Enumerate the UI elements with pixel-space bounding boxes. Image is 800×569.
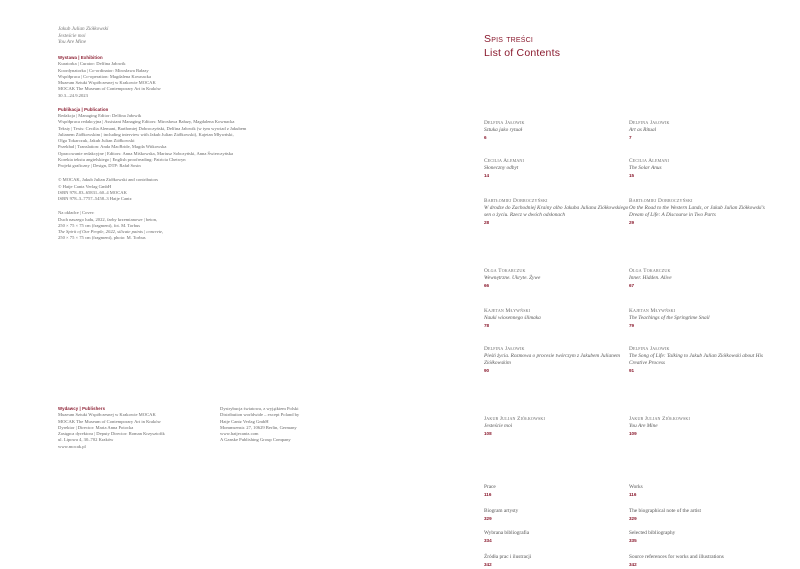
toc-entry[interactable] — [629, 120, 774, 142]
title-en: You Are Mine — [58, 39, 87, 46]
toc-entry[interactable] — [629, 508, 774, 523]
credit-line: Opracowanie redakcyjne | Editors: Anna Miśkowska, Mariusz Sobczyński, Anna Świerczyńska — [58, 150, 234, 156]
toc-author: Delfina Jałowik — [629, 346, 670, 352]
toc-page-number: 91 — [629, 367, 635, 373]
toc-page-number: 342 — [484, 561, 492, 567]
toc-entry[interactable] — [629, 554, 774, 569]
toc-entry[interactable] — [484, 120, 629, 142]
toc-page-number: 342 — [629, 561, 637, 567]
toc-page-number: 90 — [484, 367, 490, 373]
distribution-line: Dystrybucja światowa, z wyjątkiem Polski — [220, 406, 299, 411]
cover-line: Duch naszego ludu, 2022, farby krzemianowe | beton, — [58, 216, 158, 222]
toc-title: W drodze do Zachodniej Krainy albo Jakuba Juliana Ziółkowskiego sen o życiu. Rzecz w dwóch odsłonach — [484, 204, 629, 218]
toc-entry[interactable] — [484, 416, 629, 438]
toc-title: Prace — [484, 484, 496, 490]
toc-page-number: 28 — [484, 219, 490, 225]
toc-entry[interactable] — [484, 508, 629, 523]
publisher-line: ul. Lipowa 4, 30–702 Kraków — [58, 437, 114, 443]
toc-entry[interactable] — [629, 346, 774, 375]
toc-entry[interactable] — [629, 484, 774, 499]
cover-line: 250 × 75 × 75 cm (fragment), fot. M. Torbus — [58, 222, 141, 228]
publishers-title: Wydawcy | Publishers — [58, 406, 106, 411]
toc-title: Sztuka jako rytuał — [484, 126, 523, 133]
toc-author: Bartłomiej Dobroczyński — [629, 198, 693, 204]
toc-title: Works — [629, 484, 643, 490]
toc-author: Olga Tokarczuk — [629, 268, 671, 274]
toc-page-number: 79 — [629, 322, 635, 328]
credit-line: Muzeum Sztuki Współczesnej w Krakowie MOCAK — [58, 80, 156, 86]
toc-page-number: 116 — [629, 491, 637, 497]
toc-entry[interactable] — [484, 554, 629, 569]
toc-title: Źródła prac i ilustracji — [484, 554, 532, 560]
toc-author: Bartłomiej Dobroczyński — [484, 198, 548, 204]
toc-title: Biogram artysty — [484, 508, 519, 514]
publisher-website: www.mocak.pl — [58, 443, 86, 449]
toc-title: Nauki wiosennego ślimaka — [484, 314, 541, 321]
toc-author: Delfina Jałowik — [484, 120, 525, 126]
toc-author: Jakub Julian Ziółkowski — [484, 416, 546, 422]
isbn-line: ISBN 978–3–7757–5458–3 Hatje Cantz — [58, 196, 132, 202]
toc-page-number: 329 — [629, 515, 637, 521]
toc-page-number: 15 — [629, 172, 635, 178]
toc-page-number: 14 — [484, 172, 490, 178]
toc-author: Olga Tokarczuk — [484, 268, 526, 274]
toc-page-number: 334 — [484, 537, 492, 543]
publisher-line: MOCAK The Museum of Contemporary Art in Kraków — [58, 418, 161, 424]
toc-page-number: 7 — [629, 134, 632, 140]
title-pl: Jesteście moi — [58, 32, 86, 39]
credit-line: Współpraca | Co-operation: Magdalena Kownacka — [58, 73, 152, 79]
publishers-col-2 — [220, 406, 370, 450]
cover-line: The Spirit of Our People, 2022, silicate paints | concrete, — [58, 229, 164, 235]
toc-author: Cecilia Alemani — [629, 158, 670, 164]
distribution-line: A Ganske Publishing Group Company — [220, 437, 291, 443]
exhibition-dates: 30.3.–24.9.2023 — [58, 92, 88, 98]
toc-title: The Solar Anus — [629, 164, 662, 171]
toc-entry[interactable] — [484, 268, 629, 290]
toc-title: The Song of Life: Talking to Jakub Julian Ziółkowski about His Creative Process — [629, 352, 763, 366]
toc-heading — [484, 32, 560, 60]
credit-line: Julianem Ziółkowskim | including interview with Jakub Julian Ziółkowski), Kajetan Mływński, — [58, 131, 234, 137]
publishers-col-1 — [58, 412, 208, 450]
credit-line: Przekład | Translation: Anda MacBride, Magda Witkowska — [58, 144, 167, 150]
publishers-block — [58, 406, 388, 450]
copyright-line: © MOCAK, Jakub Julian Ziółkowski and contributors — [58, 177, 159, 183]
toc-page-number: 6 — [484, 134, 487, 140]
toc-entry[interactable] — [484, 530, 629, 545]
credit-line: Olga Tokarczuk, Jakub Julian Ziółkowski — [58, 138, 135, 144]
distribution-line: Hatje Cantz Verlag GmbH — [220, 418, 269, 424]
exhibition-title: Wystawa | Exhibition — [58, 55, 103, 61]
toc-title: Art as Ritual — [629, 126, 657, 133]
artist-name: Jakub Julian Ziółkowski — [58, 26, 109, 32]
toc-title: Wybrana bibliografia — [484, 530, 530, 536]
toc-heading-en: List of Contents — [484, 47, 561, 59]
toc-author: Kajetan Mływński — [629, 308, 676, 314]
distribution-website: www.hatjecantz.com — [220, 431, 259, 436]
publisher-line: Muzeum Sztuki Współczesnej w Krakowie MOCAK — [58, 412, 156, 418]
toc-title: Wewnętrzne. Ukryte. Żywe — [484, 274, 541, 281]
toc-entry[interactable] — [629, 308, 774, 330]
toc-title: The Teachings of the Springtime Snail — [629, 314, 710, 321]
toc-title: Selected bibliography — [629, 530, 676, 536]
toc-page-number: 29 — [629, 219, 635, 225]
toc-author: Kajetan Mływński — [484, 308, 531, 314]
toc-entry[interactable] — [484, 198, 629, 227]
toc-entry[interactable] — [484, 308, 629, 330]
toc-author: Jakub Julian Ziółkowski — [629, 416, 691, 422]
exhibition-block — [58, 55, 388, 99]
toc-author: Cecilia Alemani — [484, 158, 525, 164]
credit-line: Projekt graficzny | Design, DTP: Rafał Sosin — [58, 163, 141, 169]
distribution-line: Mommsenstr. 27, 10629 Berlin, Germany — [220, 424, 297, 430]
toc-page-number: 109 — [629, 430, 637, 436]
credit-line: Kuratorka | Curator: Delfina Jałowik — [58, 61, 126, 67]
toc-heading-pl: Spis treści — [484, 33, 534, 45]
publisher-line: Zastępca dyrektora | Deputy Director: Roman Krzysztofik — [58, 431, 165, 436]
toc-page-number: 78 — [484, 322, 490, 328]
cover-block — [58, 210, 388, 241]
toc-title: Inner. Hidden. Alive — [629, 274, 672, 281]
toc-page-number: 116 — [484, 491, 492, 497]
cover-line: Na okładce | Cover: — [58, 210, 95, 216]
toc-title: Słoneczny odbyt — [484, 164, 519, 171]
toc-page-number: 335 — [629, 537, 637, 543]
isbn-line: ISBN 978–83–65831–60–4 MOCAK — [58, 189, 127, 195]
credit-line: Koordynatorka | Co-ordinator: Mirosława Bałazy — [58, 67, 149, 73]
distribution-line: Distribution worldwide – except Poland by — [220, 412, 300, 418]
toc-entry[interactable] — [629, 416, 774, 438]
publication-title: Publikacja | Publication — [58, 106, 109, 112]
toc-title: You Are Mine — [629, 422, 658, 429]
toc-page-number: 329 — [484, 515, 492, 521]
toc-title: On the Road to the Western Lands, or Jakub Julian Ziółkowski’s Dream of Life: A Discourse in Two Parts — [629, 204, 765, 218]
toc-entry[interactable] — [629, 268, 774, 290]
credit-line: Teksty | Texts: Cecilia Alemani, Bartłomiej Dobroczyński, Delfina Jałowik (w tym wywiad z Jakubem — [58, 125, 247, 131]
colophon — [58, 26, 388, 242]
credit-line: Korekta tekstu angielskiego | English proofreading: Patricia Chetwyn — [58, 156, 186, 162]
toc-entry[interactable] — [629, 158, 774, 180]
colophon-header — [58, 26, 388, 46]
publisher-line: Dyrektor | Director: Maria Anna Potocka — [58, 424, 134, 430]
toc-entry[interactable] — [484, 158, 629, 180]
toc-entry[interactable] — [629, 198, 774, 227]
toc-title: Pieśń życia. Rozmowa o procesie twórczym z Jakubem Julianem Ziółkowskim — [484, 352, 620, 366]
toc-title: Jesteście moi — [484, 422, 513, 429]
credit-line: Redakcja | Managing Editor: Delfina Jałowik — [58, 113, 142, 119]
publication-block — [58, 107, 388, 170]
cover-line: 250 × 75 × 75 cm (fragment), photo: M. Torbus — [58, 235, 146, 241]
toc-page-number: 108 — [484, 430, 492, 436]
toc-author: Delfina Jałowik — [484, 346, 525, 352]
toc-page-number: 66 — [484, 282, 490, 288]
toc-title: Source references for works and illustrations — [629, 554, 724, 560]
copyright-block — [58, 177, 388, 202]
toc-author: Delfina Jałowik — [629, 120, 670, 126]
toc-entry[interactable] — [484, 346, 629, 375]
credit-line: Współpraca redakcyjna | Assistant Managing Editors: Mirosława Bałazy, Magdalena Kownacka — [58, 119, 235, 125]
copyright-line: © Hatje Cantz Verlag GmbH — [58, 183, 112, 189]
toc-title: The biographical note of the artist — [629, 508, 701, 514]
credit-line: MOCAK The Museum of Contemporary Art in Kraków — [58, 86, 161, 92]
toc-entry[interactable] — [629, 530, 774, 545]
toc-page-number: 67 — [629, 282, 635, 288]
toc-entry[interactable] — [484, 484, 629, 499]
